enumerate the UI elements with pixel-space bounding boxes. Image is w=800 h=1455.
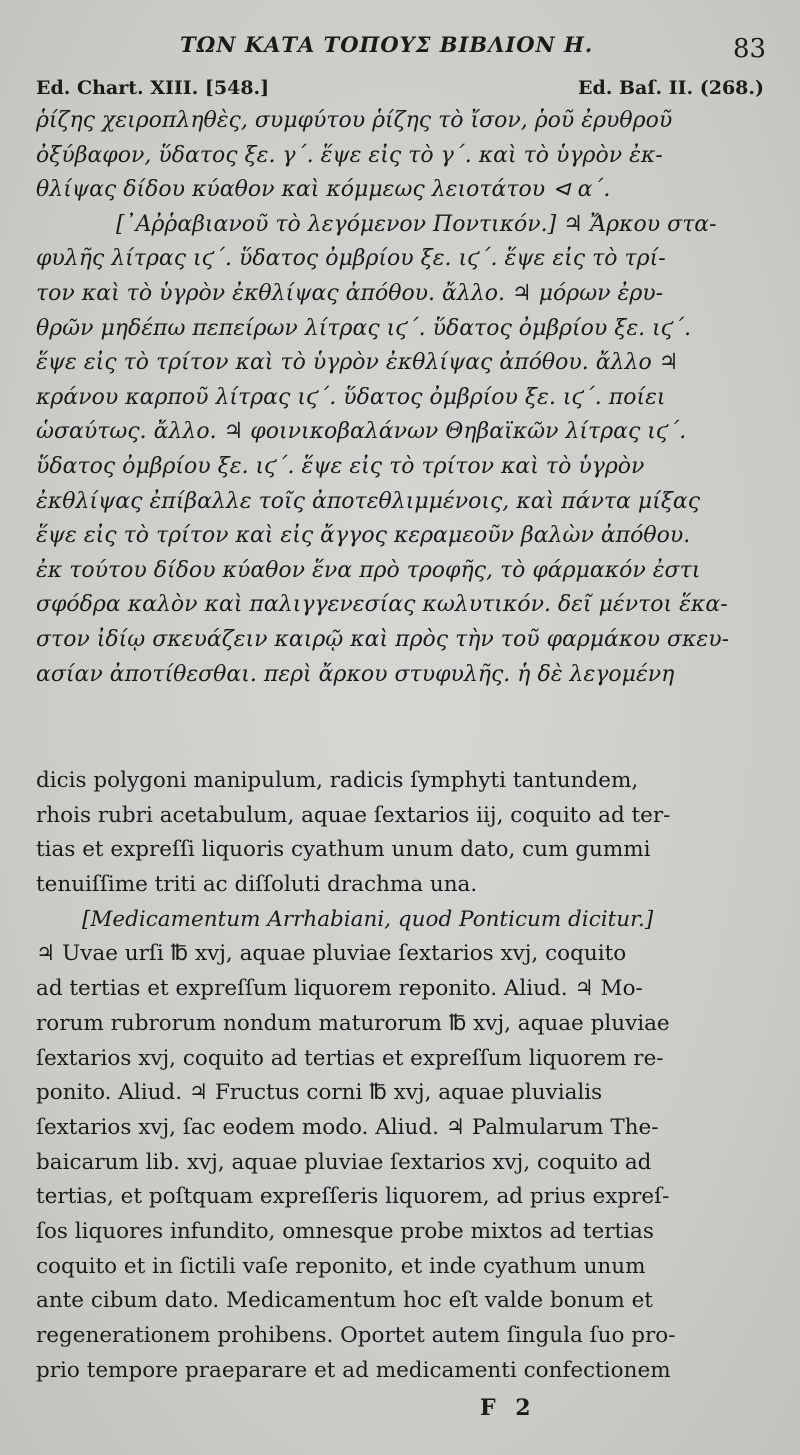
latin-line: ♃ Uvae urſi ℔ xvj, aquae pluviae ſextarios xvj, coquito [36,941,627,967]
greek-line: [᾿Αῤῥαβιανοῦ τὸ λεγόμενον Ποντικόν.] ♃ Ἄρκου στα- [116,211,717,237]
latin-line: baicarum lib. xvj, aquae pluviae ſextarios xvj, coquito ad [36,1149,652,1175]
edition-line [36,77,764,105]
greek-line: ἐκ τούτου δίδου κύαθον ἕνα πρὸ τροφῆς, τὸ φάρμακόν ἐστι [36,557,701,583]
latin-line: dicis polygoni manipulum, radicis ſymphyti tantundem, [36,768,639,793]
greek-text-block [36,104,764,692]
greek-line: κράνου καρποῦ λίτρας ιϛ΄. ὕδατος ὀμβρίου ξε. ιϛ΄. ποίει [36,384,666,410]
latin-text-block [36,764,764,1388]
latin-line: tias et expreſſi liquoris cyathum unum dato, cum gummi [36,837,651,863]
edition-chartier: Ed. Chart. XIII. [548.] [36,77,270,99]
greek-line: θλίψας δίδου κύαθον καὶ κόμμεως λειοτάτου ⊲ α΄. [36,177,611,203]
edition-basel: Ed. Baſ. II. (268.) [577,77,764,99]
latin-line: ad tertias et expreſſum liquorem reponito. Aliud. ♃ Mo- [36,976,643,1002]
latin-line: ſextarios xvj, coquito ad tertias et expreſſum liquorem re- [36,1045,664,1071]
greek-line: σφόδρα καλὸν καὶ παλιγγενεσίας κωλυτικόν. δεῖ μέντοι ἕκα- [36,592,728,618]
latin-line: rhois rubri acetabulum, aquae ſextarios iij, coquito ad ter- [36,802,671,828]
latin-line: regenerationem prohibens. Oportet autem ſingula ſuo pro- [36,1323,676,1348]
latin-line: tertias, et poſtquam expreſſeris liquorem, ad prius expreſ- [36,1184,670,1210]
greek-line: φυλῆς λίτρας ιϛ΄. ὕδατος ὀμβρίου ξε. ιϛ΄. ἕψε εἰς τὸ τρί- [36,246,666,272]
greek-line: ἐκθλίψας ἐπίβαλλε τοῖς ἀποτεθλιμμένοις, καὶ πάντα μίξας [36,488,701,514]
greek-line: θρῶν μηδέπω πεπείρων λίτρας ιϛ΄. ὕδατος ὀμβρίου ξε. ιϛ΄. [36,315,692,341]
latin-line: ante cibum dato. Medicamentum hoc eſt valde bonum et [36,1288,653,1314]
greek-line: ἕψε εἰς τὸ τρίτον καὶ τὸ ὑγρὸν ἐκθλίψας ἀπόθου. ἄλλο ♃ [36,350,679,376]
greek-line: ῥίζης χειροπληθὲς, συμφύτου ῥίζης τὸ ἴσον, ῥοῦ ἐρυθροῦ [36,108,673,133]
running-head [0,30,800,66]
greek-line: ασίαν ἀποτίθεσθαι. περὶ ἄρκου στυφυλῆς. ἡ δὲ λεγομένη [36,661,675,687]
latin-line: prio tempore praeparare et ad medicamenti confectionem [36,1357,671,1383]
latin-line: rorum rubrorum nondum maturorum ℔ xvj, aquae pluviae [36,1010,670,1036]
greek-line: στον ἰδίῳ σκευάζειν καιρῷ καὶ πρὸς τὴν τοῦ φαρμάκου σκευ- [36,626,730,652]
latin-line: ponito. Aliud. ♃ Fructus corni ℔ xvj, aquae pluvialis [36,1080,603,1106]
latin-line: coquito et in ſictili vaſe reponito, et inde cyathum unum [36,1253,646,1279]
page-number: 83 [733,34,767,64]
latin-line: ſextarios xvj, ſac eodem modo. Aliud. ♃ Palmularum The- [36,1114,659,1140]
latin-line-heading: [Medicamentum Arrhabiani, quod Ponticum dicitur.] [82,906,654,932]
greek-line: ἕψε εἰς τὸ τρίτον καὶ εἰς ἄγγος κεραμεοῦν βαλὼν ἀπόθου. [36,523,691,549]
signature-mark: F 2 [480,1395,537,1421]
greek-line: ὡσαύτως. ἄλλο. ♃ φοινικοβαλάνων Θηβαϊκῶν λίτρας ιϛ΄. [36,419,687,445]
greek-line: ὕδατος ὀμβρίου ξε. ιϛ΄. ἕψε εἰς τὸ τρίτον καὶ τὸ ὑγρὸν [36,453,645,479]
latin-line: tenuiſſime triti ac diſſoluti drachma una. [36,872,478,898]
greek-line: τον καὶ τὸ ὑγρὸν ἐκθλίψας ἀπόθου. ἄλλο. ♃ μόρων ἐρυ- [36,280,664,306]
latin-line: ſos liquores infundito, omnesque probe mixtos ad tertias [36,1218,654,1244]
running-title: ΤΩΝ ΚΑΤΑ ΤΟΠΟΥΣ ΒΙΒΛΙΟΝ Η. [180,32,594,57]
greek-line: ὀξύβαφον, ὕδατος ξε. γ΄. ἕψε εἰς τὸ γ΄. καὶ τὸ ὑγρὸν ἐκ- [36,142,663,168]
